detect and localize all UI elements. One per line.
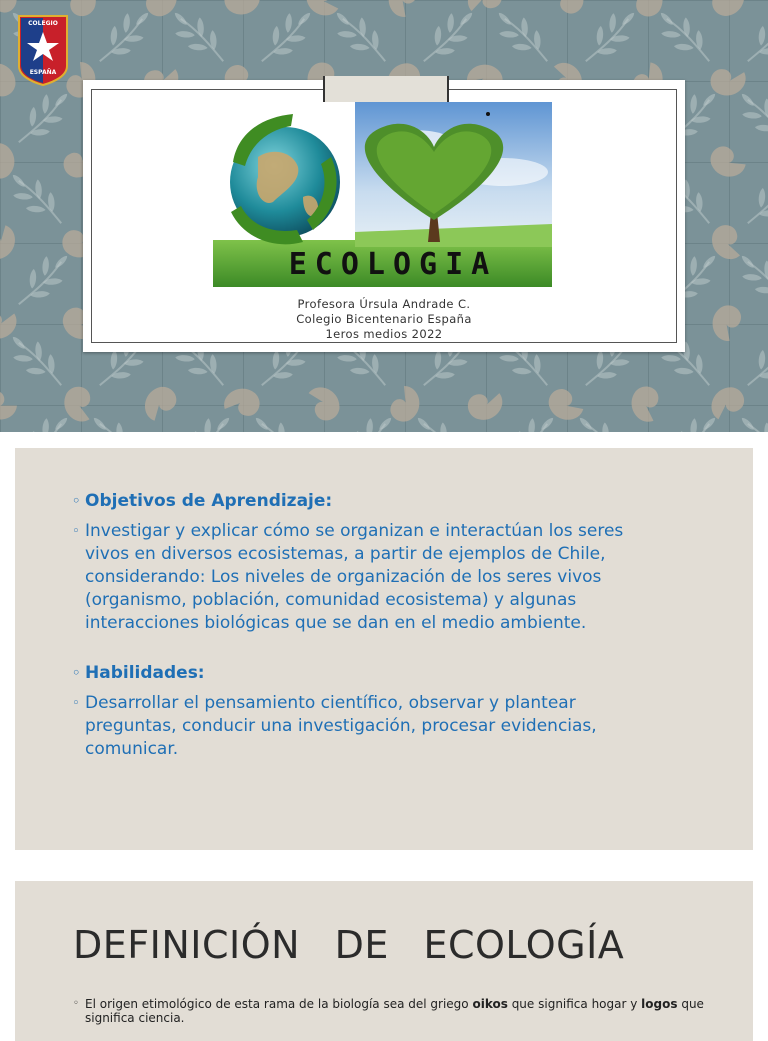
title-card-tab (323, 76, 449, 102)
definition-title: DEFINICIÓN DE ECOLOGÍA (73, 923, 625, 967)
logo-top-text: COLEGIO (28, 20, 58, 27)
logo-bottom-text: ESPAÑA (29, 69, 57, 76)
skills-heading-item (72, 662, 672, 685)
objectives-text: Investigar y explicar cómo se organizan e interactúan los seres vivos en diversos ecosistemas, a partir de ejemplos de Chile, considerando: Los niveles de organización de los seres vivos (organismo, población, comunidad ecosistema) y algunas interacciones biológicas que se dan en el medio ambiente. (85, 521, 624, 633)
course-name: 1eros medios 2022 (325, 327, 443, 341)
definition-slide (15, 881, 753, 1041)
title-card (83, 80, 685, 352)
bullet-icon: ◦ (72, 524, 80, 539)
objectives-heading-item (72, 490, 672, 513)
definition-text-part3: que significa ciencia. (85, 997, 704, 1025)
school-name: Colegio Bicentenario España (296, 312, 472, 326)
school-logo (16, 14, 70, 86)
definition-text-part2: que significa hogar y (507, 997, 642, 1011)
objectives-slide (15, 448, 753, 850)
objectives-text-item (72, 520, 672, 635)
skills-text: Desarrollar el pensamiento científico, observar y plantear preguntas, conducir una investigación, procesar evidencias, comunicar. (85, 693, 597, 759)
objectives-heading: Objetivos de Aprendizaje: (85, 491, 333, 511)
skills-text-item (72, 692, 672, 761)
definition-text (73, 997, 713, 1025)
hero-banner-word: ECOLOGIA (288, 247, 498, 282)
teacher-name: Profesora Úrsula Andrade C. (297, 297, 471, 311)
bullet-icon: ◦ (72, 696, 80, 711)
bullet-icon: ◦ (72, 666, 81, 681)
definition-paragraph (73, 997, 713, 1025)
definition-text-part1: El origen etimológico de esta rama de la biología sea del griego (85, 997, 473, 1011)
ecology-hero-image (213, 102, 552, 287)
term-logos: logos (641, 997, 678, 1011)
bullet-icon: ◦ (72, 494, 81, 509)
term-oikos: oikos (472, 997, 508, 1011)
title-slide-subtitle (83, 297, 685, 342)
objectives-content (72, 490, 672, 761)
skills-heading: Habilidades: (85, 663, 205, 683)
title-slide (0, 0, 768, 432)
bullet-icon: ◦ (73, 998, 79, 1009)
